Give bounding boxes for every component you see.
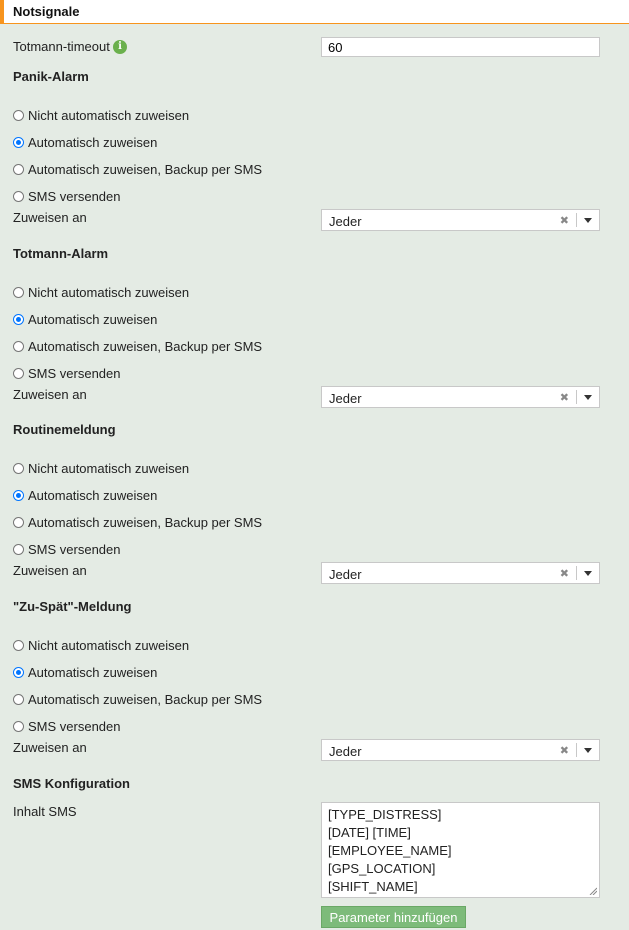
assign-to-value: Jeder: [329, 214, 362, 229]
radio-label: Nicht automatisch zuweisen: [28, 460, 190, 476]
radio-button[interactable]: [13, 368, 24, 379]
radio-button[interactable]: [13, 191, 24, 202]
radio-option[interactable]: [13, 365, 121, 381]
radio-button[interactable]: [13, 490, 24, 501]
chevron-down-icon[interactable]: [584, 571, 592, 576]
section-title: Totmann-Alarm: [13, 246, 109, 261]
assign-to-value: Jeder: [329, 744, 362, 759]
radio-label: Automatisch zuweisen: [28, 134, 158, 150]
info-icon[interactable]: i: [113, 40, 127, 54]
radio-button[interactable]: [13, 640, 24, 651]
sms-content-line: [DATE] [TIME]: [328, 825, 411, 840]
sms-content-line: [EMPLOYEE_NAME]: [328, 843, 452, 858]
radio-label: SMS versenden: [28, 365, 121, 381]
radio-option[interactable]: [13, 718, 121, 734]
radio-label: SMS versenden: [28, 718, 121, 734]
section-title: "Zu-Spät"-Meldung: [13, 599, 132, 614]
radio-option[interactable]: [13, 107, 189, 123]
radio-option[interactable]: [13, 311, 157, 327]
radio-option[interactable]: [13, 691, 262, 707]
panel-header: [0, 0, 629, 24]
resize-handle-icon[interactable]: [589, 887, 597, 895]
radio-label: Automatisch zuweisen: [28, 311, 158, 327]
radio-option[interactable]: [13, 188, 121, 204]
radio-label: SMS versenden: [28, 188, 121, 204]
chevron-down-icon[interactable]: [584, 395, 592, 400]
add-parameter-button[interactable]: Parameter hinzufügen: [321, 906, 466, 928]
select-divider: [576, 743, 577, 757]
clear-icon[interactable]: ✖: [559, 568, 569, 580]
radio-label: Automatisch zuweisen, Backup per SMS: [28, 691, 263, 707]
radio-option[interactable]: [13, 338, 262, 354]
radio-label: Nicht automatisch zuweisen: [28, 284, 190, 300]
assign-to-select[interactable]: [321, 209, 600, 231]
select-divider: [576, 566, 577, 580]
radio-label: Automatisch zuweisen, Backup per SMS: [28, 338, 263, 354]
radio-button[interactable]: [13, 694, 24, 705]
radio-label: Automatisch zuweisen: [28, 487, 158, 503]
radio-label: Nicht automatisch zuweisen: [28, 107, 190, 123]
assign-to-label: Zuweisen an: [13, 387, 87, 402]
assign-to-label: Zuweisen an: [13, 563, 87, 578]
radio-option[interactable]: [13, 637, 189, 653]
radio-button[interactable]: [13, 110, 24, 121]
radio-label: Nicht automatisch zuweisen: [28, 637, 190, 653]
assign-to-select[interactable]: [321, 386, 600, 408]
radio-button[interactable]: [13, 287, 24, 298]
assign-to-label: Zuweisen an: [13, 740, 87, 755]
section-title: Panik-Alarm: [13, 69, 89, 84]
radio-button[interactable]: [13, 164, 24, 175]
radio-button[interactable]: [13, 517, 24, 528]
sms-content-line: [SHIFT_NAME]: [328, 879, 418, 894]
sms-content-textarea[interactable]: [321, 802, 600, 898]
radio-option[interactable]: [13, 161, 262, 177]
radio-button[interactable]: [13, 341, 24, 352]
radio-button[interactable]: [13, 463, 24, 474]
radio-button[interactable]: [13, 137, 24, 148]
assign-to-select[interactable]: [321, 562, 600, 584]
panel-title: Notsignale: [13, 4, 80, 19]
radio-button[interactable]: [13, 721, 24, 732]
assign-to-value: Jeder: [329, 391, 362, 406]
timeout-label: Totmann-timeout: [13, 39, 110, 54]
radio-label: SMS versenden: [28, 541, 121, 557]
radio-label: Automatisch zuweisen, Backup per SMS: [28, 514, 263, 530]
radio-option[interactable]: [13, 284, 189, 300]
radio-button[interactable]: [13, 314, 24, 325]
assign-to-label: Zuweisen an: [13, 210, 87, 225]
radio-option[interactable]: [13, 514, 262, 530]
radio-button[interactable]: [13, 667, 24, 678]
radio-button[interactable]: [13, 544, 24, 555]
sms-content-label: Inhalt SMS: [13, 804, 77, 819]
sms-content-line: [TYPE_DISTRESS]: [328, 807, 442, 822]
clear-icon[interactable]: ✖: [559, 392, 569, 404]
sms-content-line: [GPS_LOCATION]: [328, 861, 436, 876]
radio-option[interactable]: [13, 664, 157, 680]
radio-option[interactable]: [13, 487, 157, 503]
sms-config-title: SMS Konfiguration: [13, 776, 130, 791]
radio-label: Automatisch zuweisen: [28, 664, 158, 680]
clear-icon[interactable]: ✖: [559, 745, 569, 757]
chevron-down-icon[interactable]: [584, 748, 592, 753]
timeout-input[interactable]: [321, 37, 600, 57]
radio-label: Automatisch zuweisen, Backup per SMS: [28, 161, 263, 177]
assign-to-value: Jeder: [329, 567, 362, 582]
section-title: Routinemeldung: [13, 422, 116, 437]
assign-to-select[interactable]: [321, 739, 600, 761]
radio-option[interactable]: [13, 134, 157, 150]
radio-option[interactable]: [13, 460, 189, 476]
select-divider: [576, 390, 577, 404]
radio-option[interactable]: [13, 541, 121, 557]
chevron-down-icon[interactable]: [584, 218, 592, 223]
select-divider: [576, 213, 577, 227]
clear-icon[interactable]: ✖: [559, 215, 569, 227]
